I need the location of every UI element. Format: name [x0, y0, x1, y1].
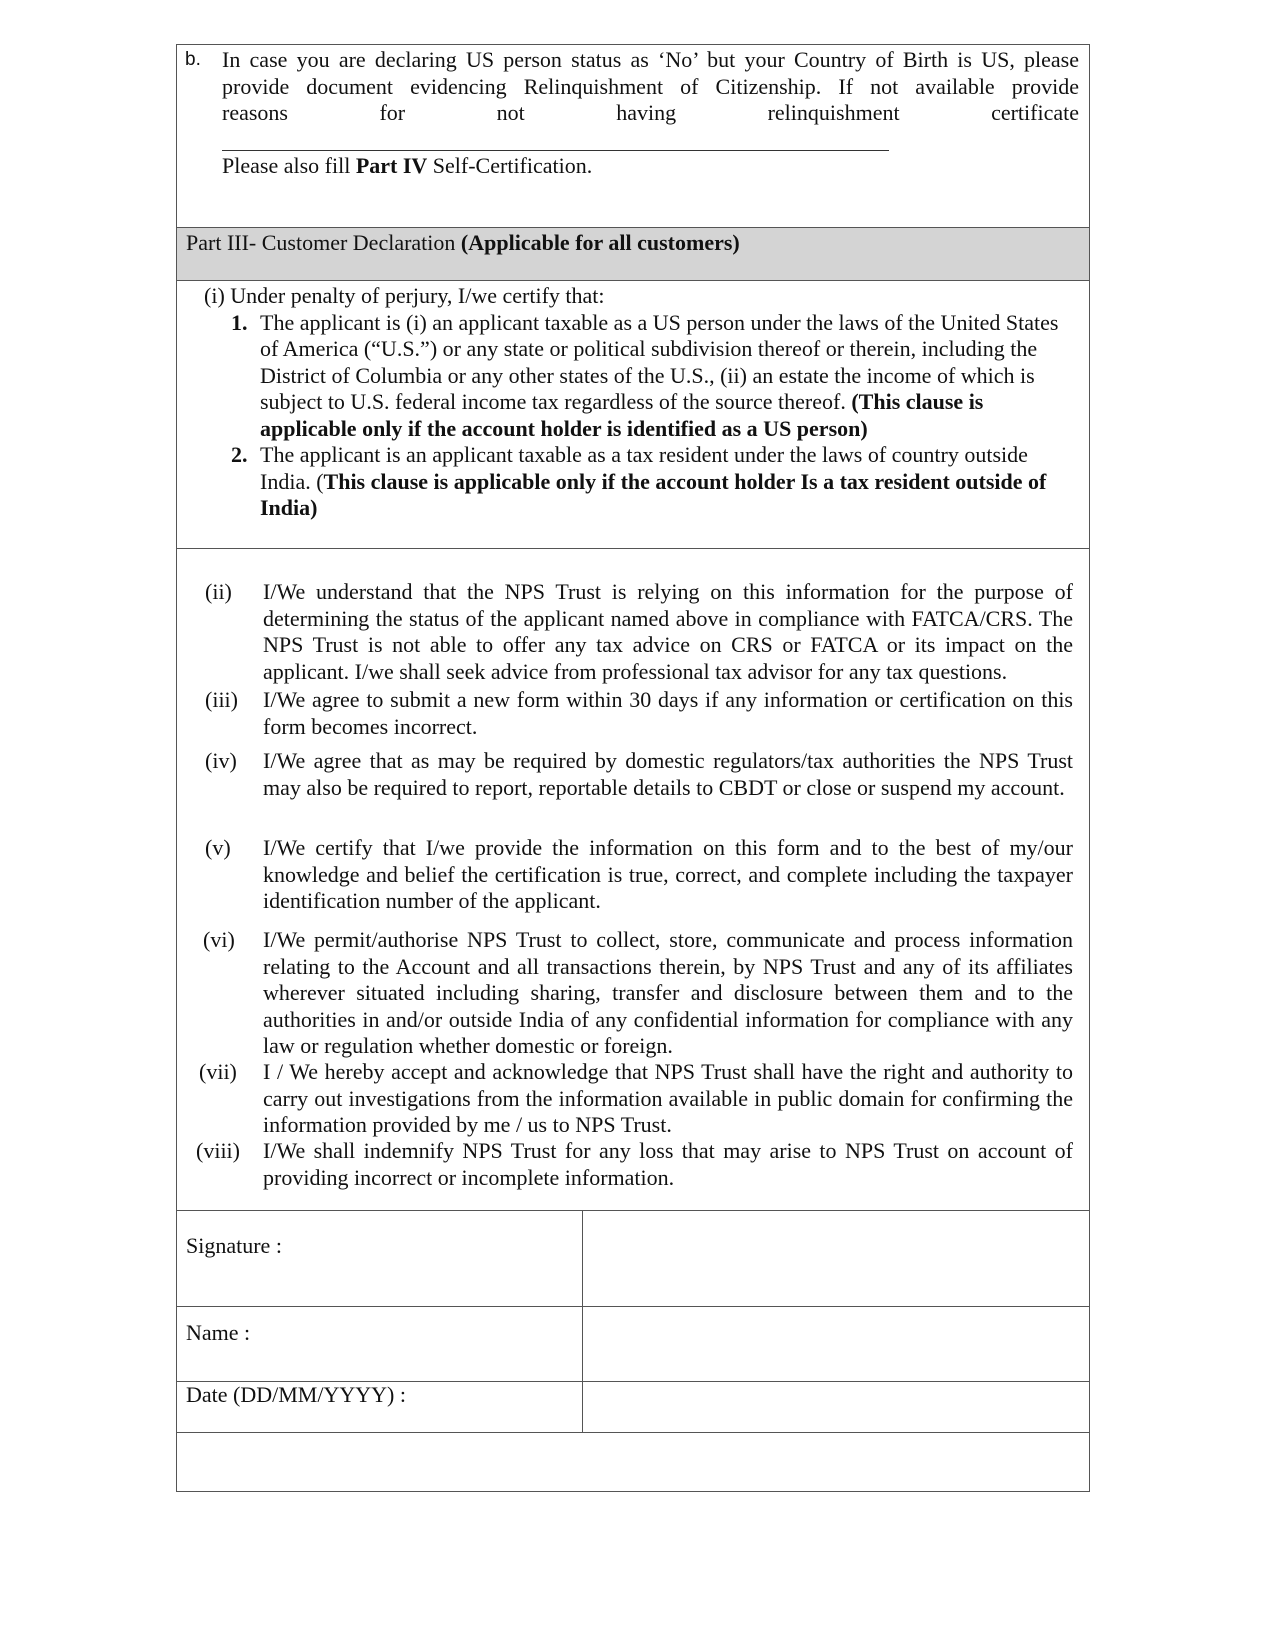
part-iv-instruction-prefix: Please also fill [222, 153, 356, 178]
part-iv-instruction [222, 153, 592, 180]
clause-number: 1. [231, 309, 248, 335]
declaration-form [176, 44, 1090, 1492]
name-field[interactable] [584, 1308, 1089, 1380]
declaration-iii [197, 687, 1073, 740]
part-b-section [177, 45, 1089, 228]
part-b-line-2: provide document evidencing Relinquishment of Citizenship. If not available provide [222, 73, 1079, 99]
date-field[interactable] [584, 1383, 1089, 1431]
part-iii-header-bold: (Applicable for all customers) [460, 230, 740, 255]
part-iv-instruction-bold: Part IV [355, 153, 428, 178]
perjury-clause-1 [204, 310, 1063, 443]
divider [177, 1210, 1089, 1211]
declaration-text: I/We agree that as may be required by domestic regulators/tax authorities the NPS Trust may also be required to report, reportable details to CBDT or close or suspend my account. [263, 748, 1073, 800]
date-label: Date (DD/MM/YYYY) : [186, 1382, 406, 1407]
name-label: Name : [186, 1320, 251, 1345]
perjury-clause-2 [204, 442, 1063, 522]
declaration-text: I / We hereby accept and acknowledge that NPS Trust shall have the right and authority to carry out investigations from the information available in public domain for confirming the information provided by me / us to NPS Trust. [263, 1059, 1073, 1137]
declaration-text: I/We shall indemnify NPS Trust for any loss that may arise to NPS Trust on account of providing incorrect or incomplete information. [263, 1138, 1073, 1190]
declaration-vi [197, 927, 1073, 1060]
divider [177, 280, 1089, 281]
clause-bold-text: (This clause is applicable only if the account holder is identified as a US person) [260, 389, 984, 441]
part-b-line-3: reasons for not having relinquishment certificate [222, 100, 1079, 125]
declaration-text: I/We agree to submit a new form within 30 days if any information or certification on this form becomes incorrect. [263, 687, 1073, 739]
declaration-vii [197, 1059, 1073, 1139]
declaration-numeral: (iii) [205, 687, 238, 712]
divider [177, 1432, 1089, 1433]
declaration-text: I/We understand that the NPS Trust is relying on this information for the purpose of determining the status of the applicant named above in compliance with FATCA/CRS. The NPS Trust is not able to offer any tax advice on CRS or FATCA or its impact on the applicant. I/we shall seek advice from professional tax advisor for any tax questions. [263, 579, 1073, 684]
clause-bold-text: This clause is applicable only if the account holder Is a tax resident outside of India) [260, 468, 1047, 520]
declaration-ii [197, 579, 1073, 685]
signature-field[interactable] [584, 1212, 1089, 1305]
divider [177, 548, 1089, 549]
clause-text: The applicant is (i) an applicant taxable as a US person under the laws of the United States of America (“U.S.”) or any state or political subdivision thereof or therein, including the District of Columbia or any other states of the U.S., (ii) an estate the income of which is subject to U.S. federal income tax regardless of the source thereof. [260, 309, 1059, 414]
declaration-numeral: (vii) [199, 1059, 237, 1084]
part-b-line-1: In case you are declaring US person status as ‘No’ but your Country of Birth is US, please [222, 47, 1079, 72]
clause-text: The applicant is an applicant taxable as a tax resident under the laws of country outside India. ( [260, 442, 1028, 494]
divider [177, 1306, 1089, 1307]
perjury-block [204, 283, 1063, 520]
declaration-numeral: (viii) [196, 1138, 240, 1163]
declaration-text: I/We permit/authorise NPS Trust to collect, store, communicate and process information relating to the Account and all transactions therein, by NPS Trust and any of its affiliates wherever situated including sharing, transfer and disclosure between them and to the authorities in and/or outside India of any confidential information for compliance with any law or regulation whether domestic or foreign. [263, 927, 1073, 1058]
declaration-v [197, 835, 1073, 915]
declaration-viii [197, 1138, 1073, 1191]
part-b-letter: b. [185, 49, 201, 70]
perjury-intro: (i) Under penalty of perjury, I/we certify that: [204, 283, 605, 308]
declaration-numeral: (ii) [205, 579, 232, 604]
perjury-clauses [204, 310, 1063, 522]
part-iv-instruction-suffix: Self-Certification. [427, 153, 593, 178]
declaration-numeral: (v) [205, 835, 231, 860]
signature-label: Signature : [186, 1233, 282, 1258]
column-divider [582, 1210, 583, 1432]
declaration-iv [197, 748, 1073, 801]
part-b-text [222, 47, 1079, 127]
declaration-text: I/We certify that I/we provide the information on this form and to the best of my/our knowledge and belief the certification is true, correct, and complete including the taxpayer identification number of the applicant. [263, 835, 1073, 913]
part-iii-header [177, 228, 1089, 281]
declaration-numeral: (iv) [205, 748, 237, 773]
declaration-numeral: (vi) [203, 927, 235, 952]
part-iii-header-prefix: Part III- Customer Declaration [186, 230, 461, 255]
clause-number: 2. [231, 442, 248, 467]
reasons-blank-field[interactable] [222, 150, 889, 151]
